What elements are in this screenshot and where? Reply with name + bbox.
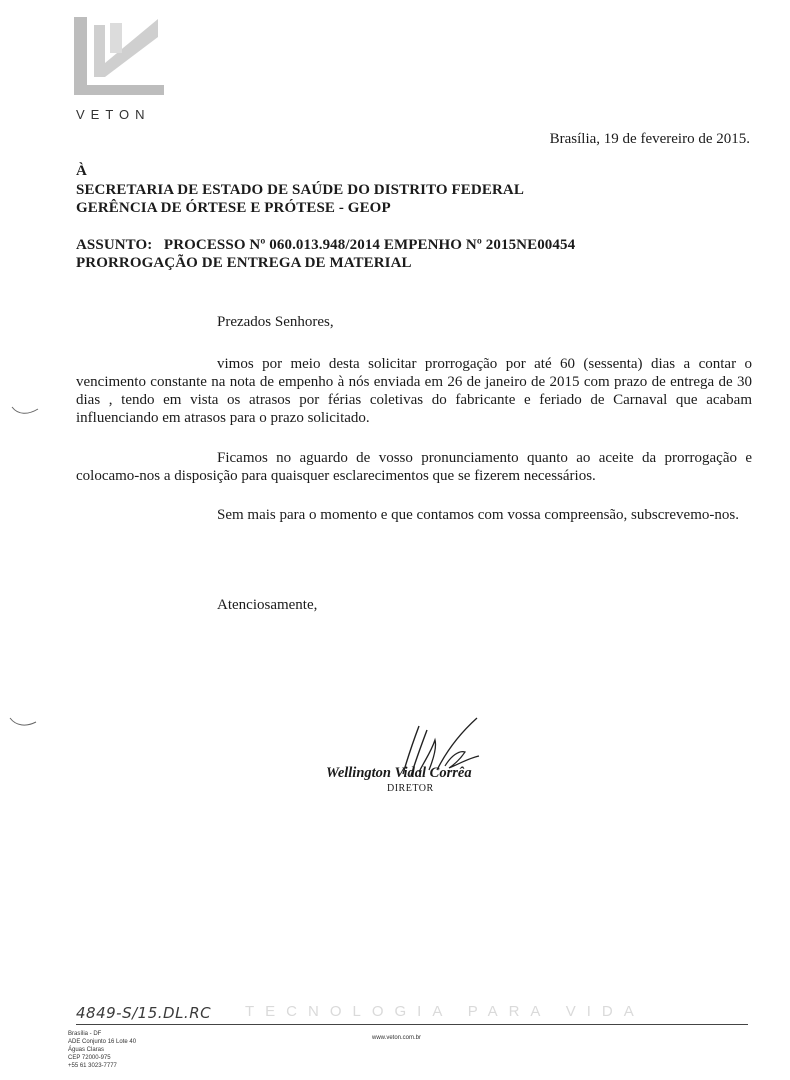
signer-name: Wellington Vidal Corrêa [326,765,472,781]
date-line: Brasília, 19 de fevereiro de 2015. [549,131,750,147]
body-paragraph-3 [76,506,752,524]
body-paragraph-3-text: Sem mais para o momento e que contamos com vossa compreensão, subscrevemo-nos. [217,507,739,523]
body-paragraph-1-text: vimos por meio desta solicitar prorrogação por até 60 (sessenta) dias a contar o vencimento constante na nota de empenho à nós enviada em 26 de janeiro de 2015 com prazo de entrega de 30 dias , tendo em vista os atrasos por férias coletivas do fabricante e feriado de Carnaval que acabam influenciando em atrasos para o prazo solicitado. [76,356,752,426]
footer-address-line: ADE Conjunto 16 Lote 40 [68,1039,137,1045]
svg-text:4849-S/15.DL.RC: 4849-S/15.DL.RC [76,1004,212,1022]
recipient-line-2: GERÊNCIA DE ÓRTESE E PRÓTESE - GEOP [76,200,391,216]
subject-line-2: PRORROGAÇÃO DE ENTREGA DE MATERIAL [76,255,412,271]
margin-mark [8,715,38,729]
signer-title: DIRETOR [387,783,434,794]
body-paragraph-2-text: Ficamos no aguardo de vosso pronunciamento quanto ao aceite da prorrogação e colocamo-nos a disposição para quaisquer esclarecimentos que se fizerem necessários. [76,450,752,484]
veton-logo [70,15,170,110]
body-paragraph-1 [76,355,752,427]
footer-address-line: +55 61 3023-7777 [68,1063,117,1069]
subject-line-1: ASSUNTO: PROCESSO Nº 060.013.948/2014 EMPENHO Nº 2015NE00454 [76,237,576,253]
footer-address-line: Brasília - DF [68,1031,102,1037]
logo-wordmark: VETON [76,107,151,122]
body-paragraph-2 [76,449,752,485]
recipient-line-1: SECRETARIA DE ESTADO DE SAÚDE DO DISTRITO FEDERAL [76,182,524,198]
footer-address-line: CEP 72000-975 [68,1055,111,1061]
recipient-to-mark: À [76,163,87,179]
salutation: Prezados Senhores, [217,314,334,330]
footer-website: www.veton.com.br [372,1035,422,1041]
footer-address-line: Águas Claras [68,1047,105,1053]
handwritten-protocol-note [76,1001,216,1023]
footer-tagline: TECNOLOGIA PARA VIDA [245,1003,645,1020]
footer-divider [76,1024,748,1025]
closing: Atenciosamente, [217,597,318,613]
footer-address [68,1030,136,1070]
margin-mark [10,403,40,417]
